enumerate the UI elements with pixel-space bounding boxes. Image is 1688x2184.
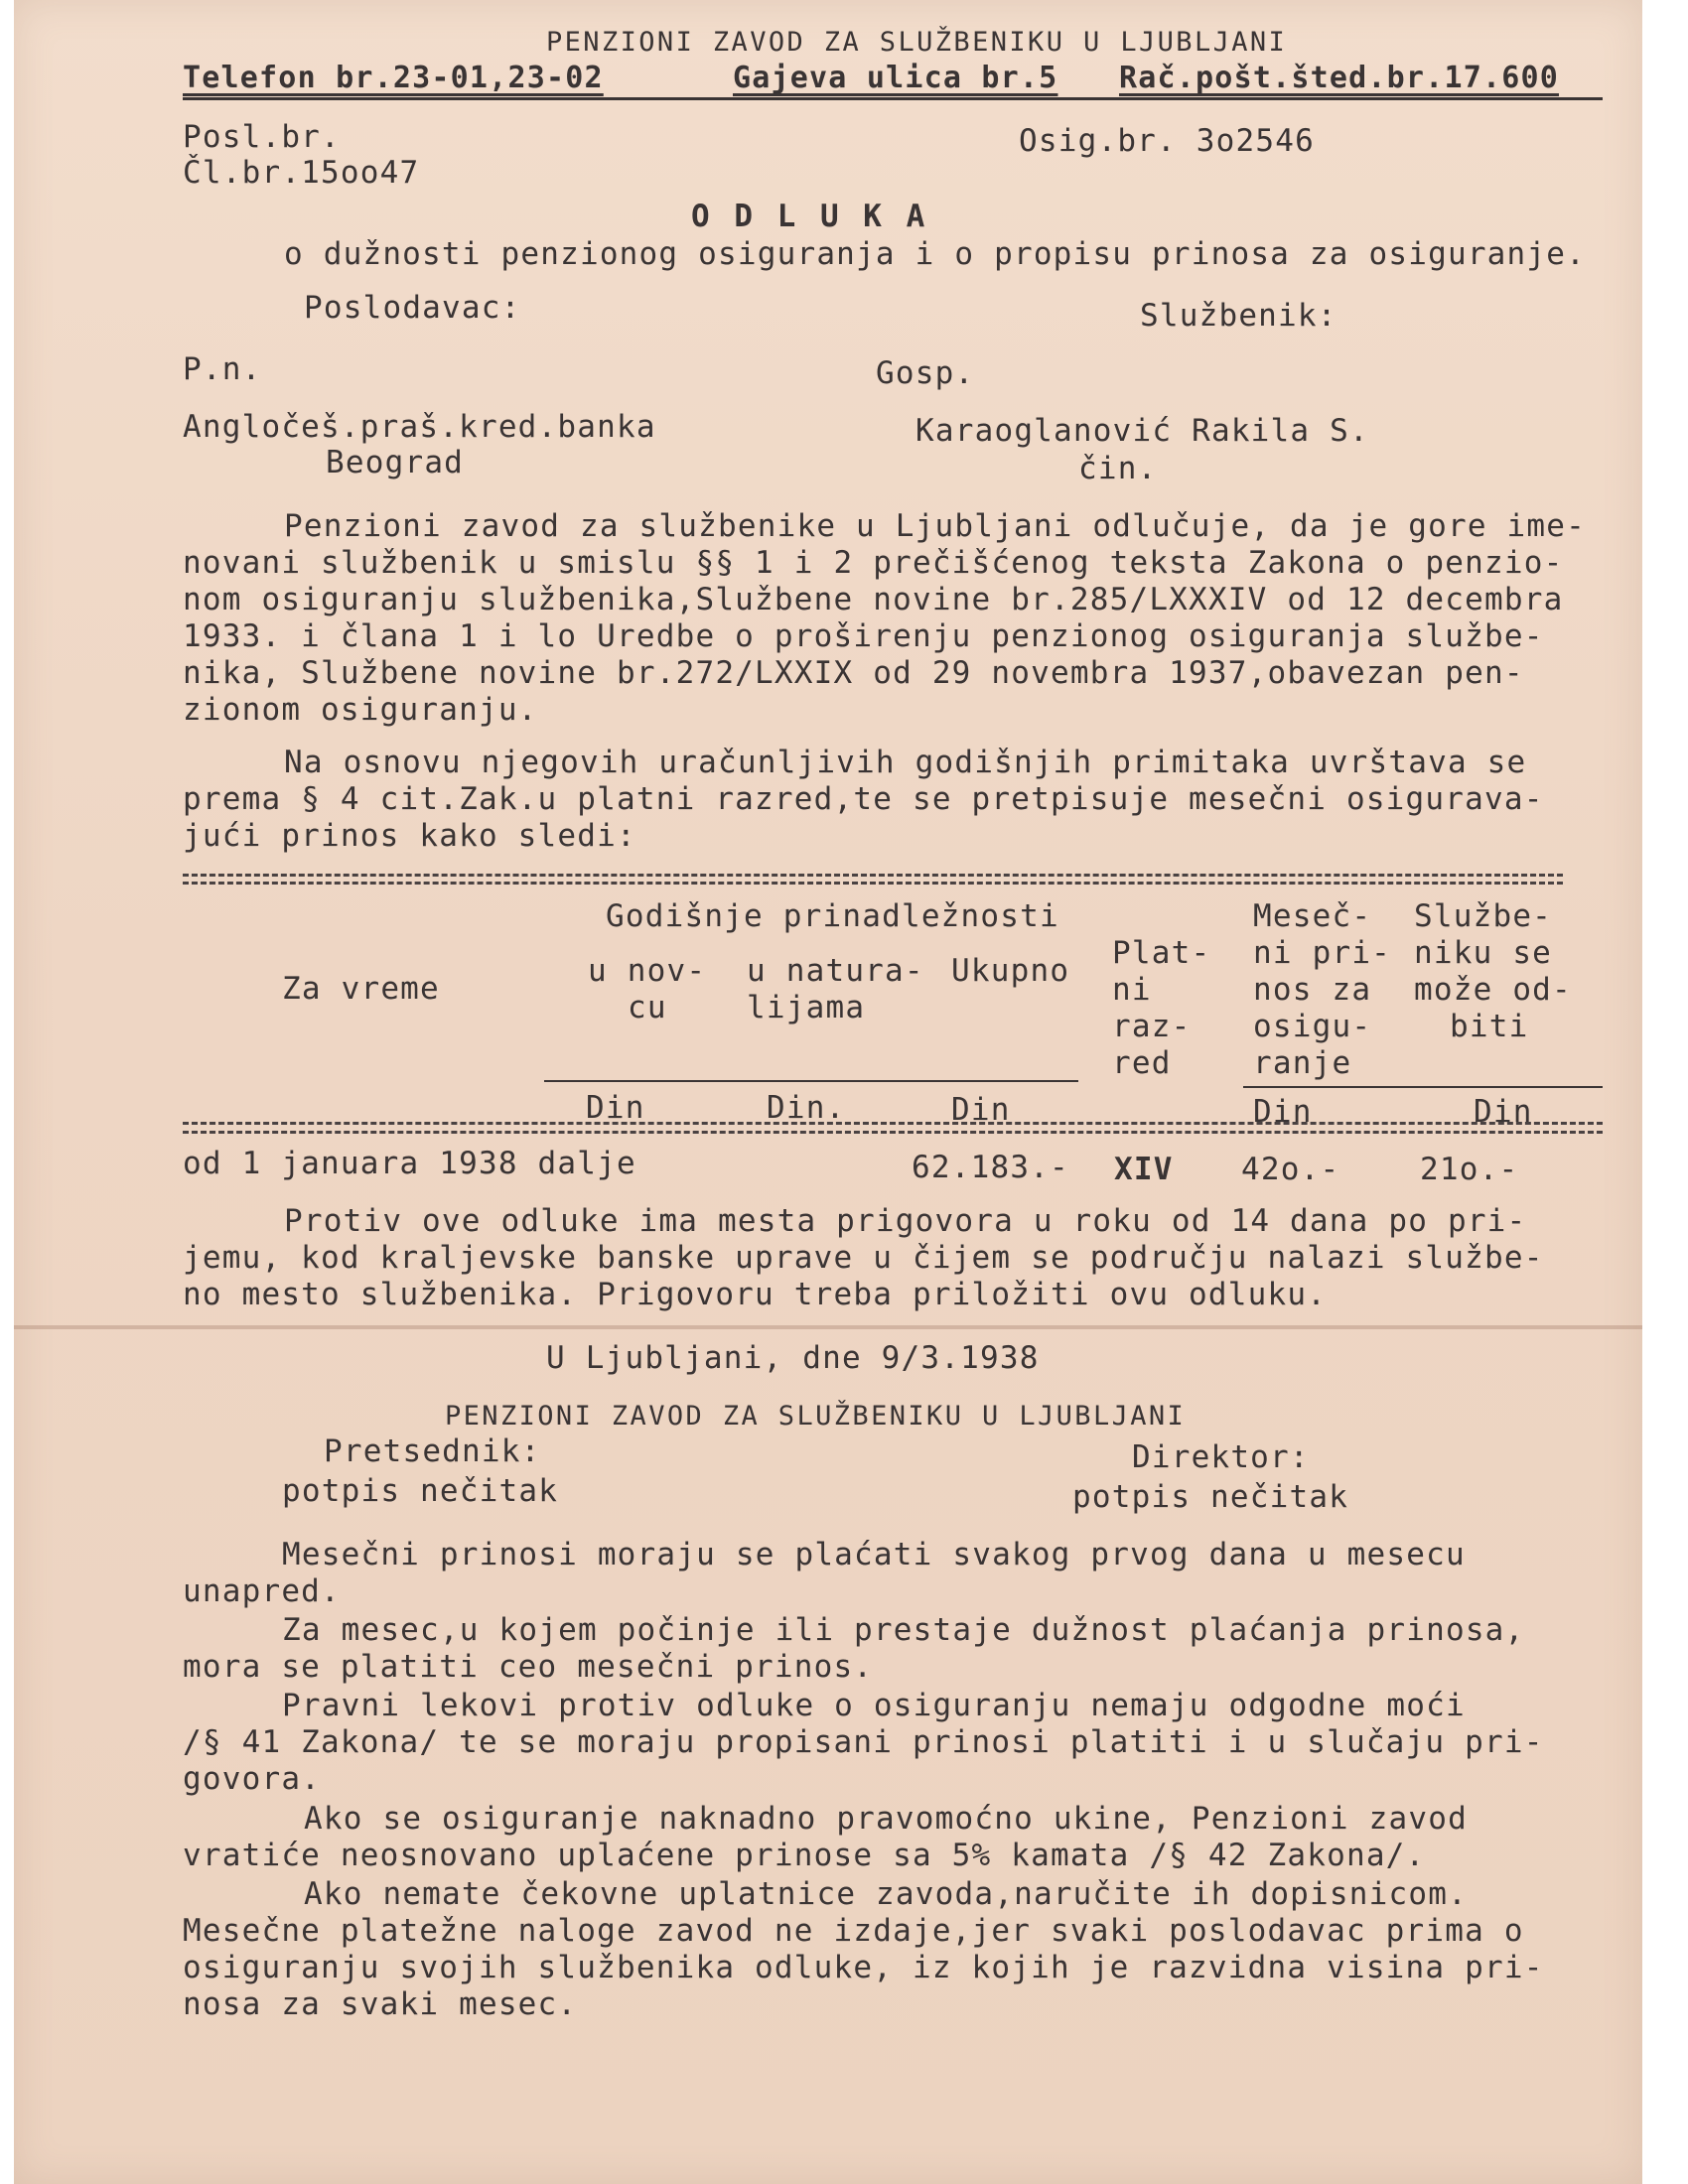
president-signature: potpis nečitak <box>282 1473 559 1509</box>
table-header-rule <box>183 1122 1603 1125</box>
decision-line-6: zionom osiguranju. <box>183 692 538 728</box>
header-monthly-3: nos za <box>1253 972 1372 1008</box>
appeal-line-2: jemu, kod kraljevske banske uprave u čijem se području nalazi službe- <box>183 1240 1544 1276</box>
decision-line-1: Penzioni zavod za službenike u Ljubljani odlučuje, da je gore ime- <box>284 508 1586 544</box>
header-monthly-2: ni pri- <box>1253 935 1392 971</box>
table-top-rule-2 <box>183 882 1563 885</box>
decision-line-5: nika, Službene novine br.272/LXXIX od 29 novembra 1937,obavezan pen- <box>183 655 1524 691</box>
note-line-6: /§ 41 Zakona/ te se moraju propisani prinosi platiti i u slučaju pri- <box>183 1724 1544 1760</box>
decision-line-3: nom osiguranju službenika,Službene novine br.285/LXXXIV od 12 decembra <box>183 582 1564 617</box>
reference-posl: Posl.br. <box>183 119 341 155</box>
earnings-group-rule <box>544 1080 1078 1082</box>
postal-account: Rač.pošt.šted.br.17.600 <box>1119 61 1560 95</box>
header-deduct-4: biti <box>1450 1009 1529 1044</box>
note-line-11: Mesečne platežne naloge zavod ne izdaje,jer svaki poslodavac prima o <box>183 1913 1524 1949</box>
row-period: od 1 januara 1938 dalje <box>183 1146 636 1181</box>
note-line-7: govora. <box>183 1761 322 1797</box>
note-line-4: mora se platiti ceo mesečni prinos. <box>183 1649 874 1685</box>
header-monthly-1: Meseč- <box>1253 898 1372 934</box>
note-line-10: Ako nemate čekovne uplatnice zavoda,naručite ih dopisnicom. <box>304 1876 1468 1912</box>
president-label: Pretsednik: <box>324 1433 541 1469</box>
note-line-2: unapred. <box>183 1573 341 1609</box>
note-line-3: Za mesec,u kojem počinje ili prestaje dužnost plaćanja prinosa, <box>282 1612 1525 1648</box>
row-deduct: 21o.- <box>1420 1152 1519 1187</box>
address: Gajeva ulica br.5 <box>733 61 1058 95</box>
header-kind-2: lijama <box>747 990 866 1025</box>
employee-label: Službenik: <box>1140 298 1337 334</box>
row-total: 62.183.- <box>912 1150 1069 1185</box>
classification-line-2: prema § 4 cit.Zak.u platni razred,te se pretpisuje mesečni osigurava- <box>183 781 1544 817</box>
header-total: Ukupno <box>951 953 1070 989</box>
classification-line-1: Na osnovu njegovih uračunljivih godišnjih primitaka uvrštava se <box>284 745 1527 780</box>
header-monthly-5: ranje <box>1253 1045 1352 1081</box>
header-class-2: ni <box>1112 972 1152 1008</box>
header-period: Za vreme <box>282 971 440 1007</box>
document-subtitle: o dužnosti penzionog osiguranja i o propisu prinosa za osiguranje. <box>284 236 1586 272</box>
appeal-line-3: no mesto službenika. Prigovoru treba priložiti ovu odluku. <box>183 1277 1328 1312</box>
institution-header: PENZIONI ZAVOD ZA SLUŽBENIKU U LJUBLJANI <box>546 27 1288 58</box>
note-line-1: Mesečni prinosi moraju se plaćati svakog prvog dana u mesecu <box>282 1537 1466 1572</box>
header-deduct-1: Službe- <box>1414 898 1553 934</box>
header-deduct-3: može od- <box>1414 972 1572 1008</box>
unit-kind: Din. <box>767 1090 846 1126</box>
signature-institution: PENZIONI ZAVOD ZA SLUŽBENIKU U LJUBLJANI <box>445 1401 1187 1432</box>
appeal-line-1: Protiv ove odluke ima mesta prigovora u roku od 14 dana po pri- <box>284 1203 1527 1239</box>
note-line-13: nosa za svaki mesec. <box>183 1986 578 2022</box>
header-kind-1: u natura- <box>747 953 924 989</box>
director-label: Direktor: <box>1132 1439 1310 1475</box>
employee-salutation: Gosp. <box>876 355 975 391</box>
header-money-2: cu <box>628 990 667 1025</box>
unit-total: Din <box>951 1092 1011 1128</box>
header-monthly-4: osigu- <box>1253 1009 1372 1044</box>
row-class: XIV <box>1114 1152 1174 1187</box>
decision-line-4: 1933. i člana 1 i lo Uredbe o proširenju penzionog osiguranja službe- <box>183 618 1544 654</box>
header-annual-earnings: Godišnje prinadležnosti <box>606 898 1059 934</box>
employer-name: Angločeš.praš.kred.banka <box>183 409 656 445</box>
contribution-group-rule <box>1243 1086 1603 1088</box>
insurance-number: Osig.br. 3o2546 <box>1019 123 1315 159</box>
member-number: Čl.br.15oo47 <box>183 155 420 191</box>
employer-label: Poslodavac: <box>304 290 521 326</box>
unit-monthly: Din <box>1253 1094 1313 1130</box>
employer-city: Beograd <box>326 445 465 480</box>
classification-line-3: jući prinos kako sledi: <box>183 818 636 854</box>
header-money-1: u nov- <box>588 953 707 989</box>
table-top-rule <box>183 874 1563 877</box>
header-class-4: red <box>1112 1045 1172 1081</box>
header-rule <box>183 97 1603 100</box>
header-deduct-2: niku se <box>1414 935 1553 971</box>
note-line-9: vratiće neosnovano uplaćene prinose sa 5% kamata /§ 42 Zakona/. <box>183 1838 1426 1873</box>
decision-line-2: novani službenik u smislu §§ 1 i 2 prečišćenog teksta Zakona o penzio- <box>183 545 1564 581</box>
place-date: U Ljubljani, dne 9/3.1938 <box>546 1340 1040 1376</box>
note-line-5: Pravni lekovi protiv odluke o osiguranju nemaju odgodne moći <box>282 1688 1466 1723</box>
paper-fold <box>14 1325 1642 1329</box>
unit-deduct: Din <box>1474 1094 1533 1130</box>
unit-money: Din <box>586 1090 645 1126</box>
employee-rank: čin. <box>1078 451 1158 486</box>
employer-salutation: P.n. <box>183 351 262 387</box>
phone-number: Telefon br.23-01,23-02 <box>183 61 604 95</box>
director-signature: potpis nečitak <box>1072 1479 1349 1515</box>
row-monthly: 42o.- <box>1241 1152 1340 1187</box>
document-title: O D L U K A <box>691 199 928 234</box>
table-header-rule-2 <box>183 1131 1603 1134</box>
note-line-12: osiguranju svojih službenika odluke, iz kojih je razvidna visina pri- <box>183 1950 1544 1985</box>
employee-name: Karaoglanović Rakila S. <box>915 413 1369 449</box>
header-class-1: Plat- <box>1112 935 1211 971</box>
note-line-8: Ako se osiguranje naknadno pravomoćno ukine, Penzioni zavod <box>304 1801 1468 1837</box>
header-class-3: raz- <box>1112 1009 1192 1044</box>
